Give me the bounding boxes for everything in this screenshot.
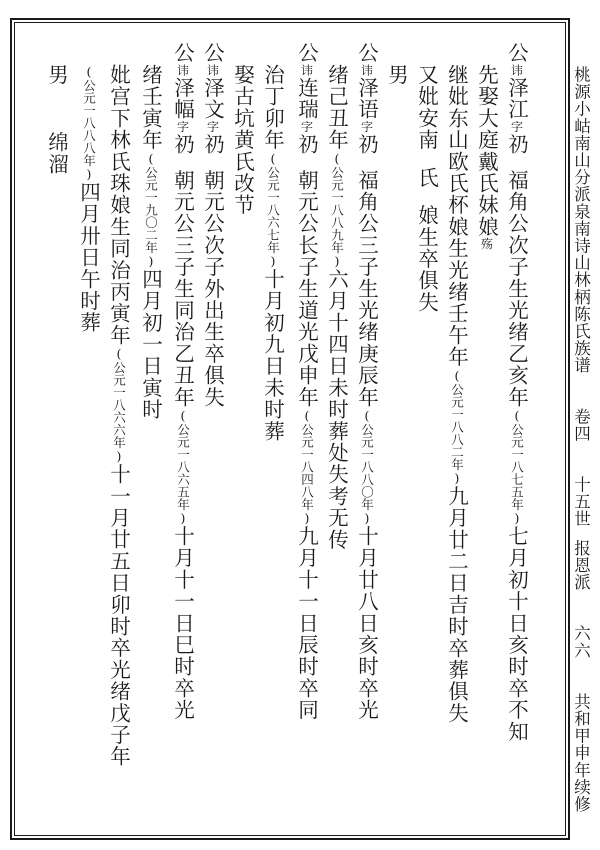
text-column-12: 公讳泽幅字礽朝元公三子生同治乙丑年(公元一八六五年)十月十一日巳时卒光 <box>170 42 195 721</box>
edition-label: 共和甲申年续修 <box>571 692 591 813</box>
text-column-13: 绪壬寅年(公元一九〇二年)四月初一日寅时 <box>138 64 163 421</box>
generation-label: 十五世 <box>571 476 591 528</box>
page-header <box>572 66 589 813</box>
text-column-8: 公讳连瑞字礽朝元公长子生道光戊申年(公元一八四八年)九月十一日辰时卒同 <box>294 42 319 721</box>
text-column-11: 公讳泽文字礽朝元公次子外出生卒俱失 <box>200 42 225 408</box>
text-column-15: (公元一八八八年)四月卅日午时葬 <box>76 64 101 334</box>
book-title: 桃源小岵南山分派泉南诗山林柄陈氏族谱 <box>571 66 591 374</box>
text-column-2: 先娶大庭戴氏妹娘殇 <box>474 64 499 251</box>
text-column-4: 又妣安南氏娘生卒俱失 <box>414 64 439 314</box>
text-column-16: 男绵溜 <box>44 64 69 176</box>
text-column-6: 公讳泽语字礽福角公三子生光绪庚辰年(公元一八八〇年)十月廿八日亥时卒光 <box>354 42 379 721</box>
text-column-9: 治丁卯年(公元一八六七年)十月初九日未时葬 <box>260 64 285 442</box>
page-number: 六六 <box>571 624 591 659</box>
text-column-7: 绪己丑年(公元一八八九年)六月十四日未时葬处失考无传 <box>324 64 349 551</box>
text-column-14: 妣宫下林氏珠娘生同治丙寅年(公元一八六六年)十一月廿五日卯时卒光绪戊子年 <box>106 64 131 768</box>
text-column-1: 公讳泽江字礽福角公次子生光绪乙亥年(公元一八七五年)七月初十日亥时卒不知 <box>504 42 529 743</box>
text-column-10: 娶古坑黄氏改节 <box>230 64 255 216</box>
text-column-3: 继妣东山欧氏杯娘生光绪壬午年(公元一八八二年)九月廿二日吉时卒葬俱失 <box>444 64 469 725</box>
volume-label: 卷四 <box>571 407 591 443</box>
text-column-5: 男 <box>384 64 409 86</box>
branch-label: 报恩派 <box>571 539 591 591</box>
